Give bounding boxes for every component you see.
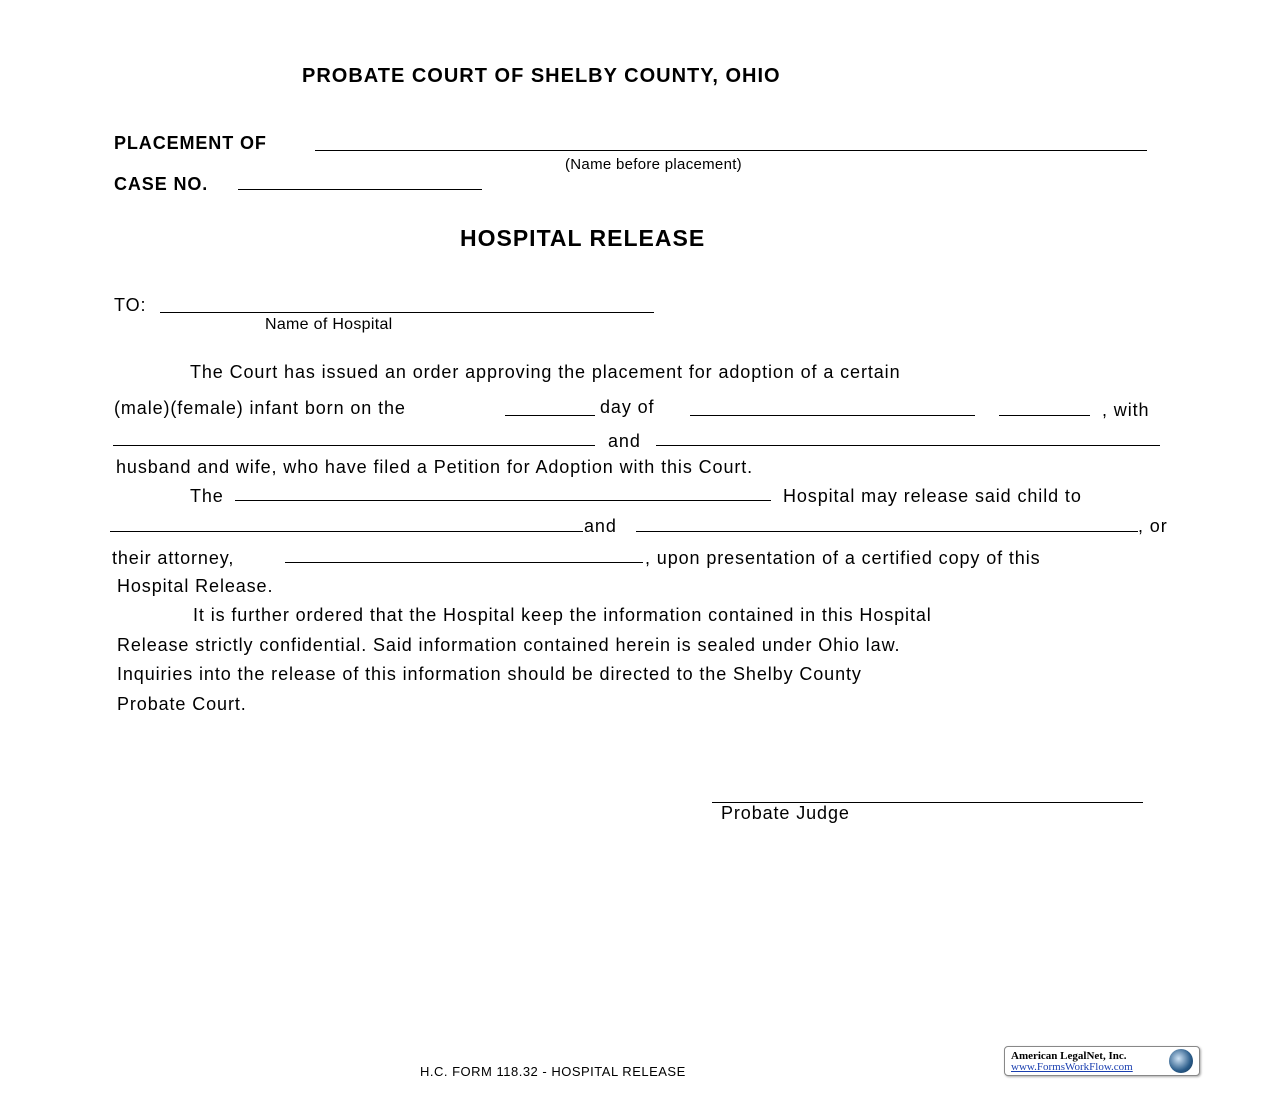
logo-company: American LegalNet, Inc. xyxy=(1011,1050,1127,1062)
wife-name-field[interactable] xyxy=(656,445,1160,446)
the-text: The xyxy=(190,486,224,506)
attorney-field[interactable] xyxy=(285,562,643,563)
case-number-field[interactable] xyxy=(238,189,482,190)
birth-day-field[interactable] xyxy=(505,415,595,416)
globe-icon xyxy=(1169,1049,1193,1073)
and-text: and xyxy=(608,431,641,451)
presentation-text: , upon presentation of a certified copy of this xyxy=(645,548,1041,568)
paragraph-1-line-1: The Court has issued an order approving the placement for adoption of a certain xyxy=(190,362,901,382)
placement-label: PLACEMENT OF xyxy=(114,133,267,153)
paragraph-1-line-4: husband and wife, who have filed a Petition for Adoption with this Court. xyxy=(116,457,754,477)
hospital-hint: Name of Hospital xyxy=(265,316,393,333)
release-to-field-2[interactable] xyxy=(636,531,1138,532)
american-legalnet-logo[interactable] xyxy=(1004,1046,1200,1076)
release-to-field-1[interactable] xyxy=(110,531,583,532)
birth-month-field[interactable] xyxy=(690,415,975,416)
paragraph-3-line-3: Inquiries into the release of this information should be directed to the Shelby County xyxy=(117,664,862,684)
and-text-2: and xyxy=(584,516,617,536)
document-title: HOSPITAL RELEASE xyxy=(460,225,706,251)
with-text: , with xyxy=(1102,400,1150,420)
day-of-text: day of xyxy=(600,397,655,417)
placement-field[interactable] xyxy=(315,150,1147,151)
hospital-name-field[interactable] xyxy=(160,312,654,313)
paragraph-1-line-2: (male)(female) infant born on the xyxy=(114,398,406,418)
release-text: Hospital may release said child to xyxy=(783,486,1082,506)
probate-judge-label: Probate Judge xyxy=(721,803,850,823)
paragraph-3-line-4: Probate Court. xyxy=(117,694,247,714)
court-heading: PROBATE COURT OF SHELBY COUNTY, OHIO xyxy=(302,65,781,87)
to-label: TO: xyxy=(114,295,147,315)
logo-link[interactable]: www.FormsWorkFlow.com xyxy=(1011,1061,1133,1073)
hospital-field[interactable] xyxy=(235,500,771,501)
paragraph-3-line-2: Release strictly confidential. Said information contained herein is sealed under Ohio law. xyxy=(117,635,901,655)
birth-year-field[interactable] xyxy=(999,415,1090,416)
attorney-text: their attorney, xyxy=(112,548,235,568)
husband-name-field[interactable] xyxy=(113,445,595,446)
or-text: , or xyxy=(1138,516,1168,536)
paragraph-3-line-1: It is further ordered that the Hospital keep the information contained in this Hospital xyxy=(193,605,932,625)
paragraph-2-line-4: Hospital Release. xyxy=(117,576,274,596)
case-label: CASE NO. xyxy=(114,174,209,194)
form-footer: H.C. FORM 118.32 - HOSPITAL RELEASE xyxy=(420,1064,686,1079)
placement-hint: (Name before placement) xyxy=(565,156,742,173)
